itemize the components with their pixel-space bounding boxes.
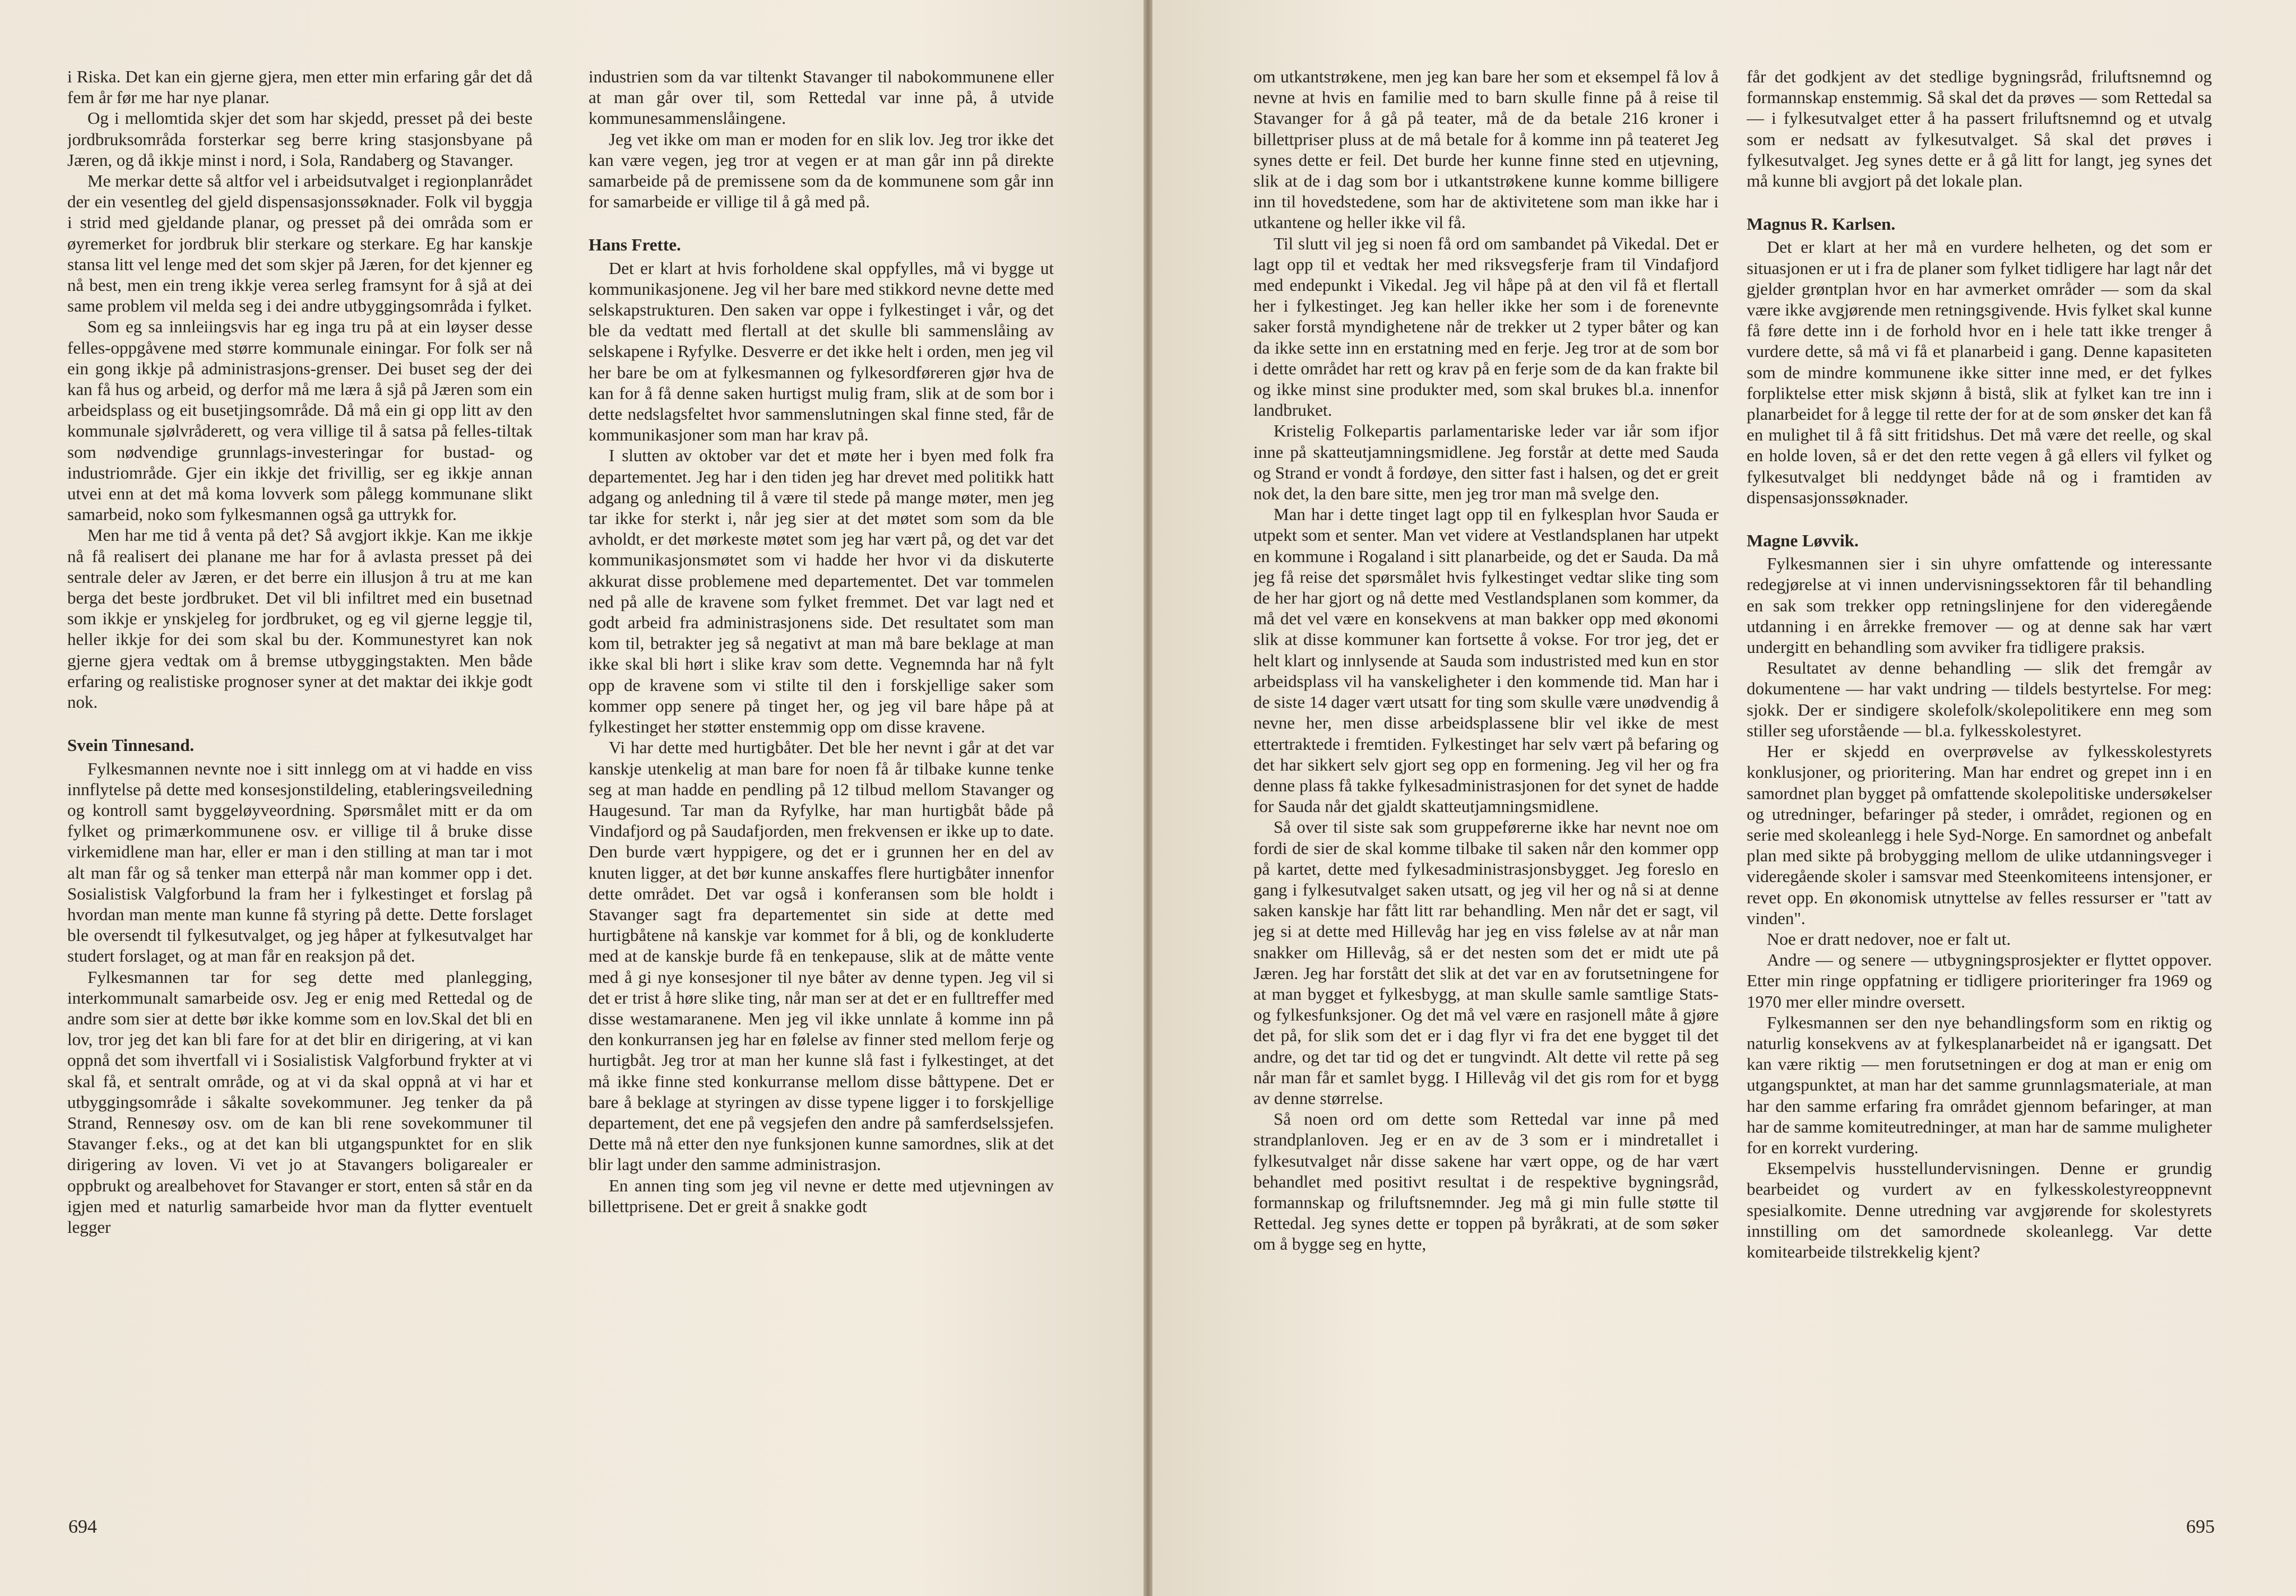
paragraph: Jeg vet ikke om man er moden for en slik lov. Jeg tror ikke det kan være vegen, jeg tror at vegen er at man går inn på direkte samarbeide på de premissene som da de kommunene som går inn for samarbeide er villige til å gå med på.	[589, 129, 1054, 212]
speaker-name: Hans Frette.	[589, 235, 681, 255]
paragraph: Noe er dratt nedover, noe er falt ut.	[1767, 929, 2011, 949]
paragraph: Eksempelvis husstellundervisningen. Denne er grundig bearbeidet og vurdert av en fylkesskolestyreoppnevnt spesialkomite. Denne utredning var avgjørende for skolestyrets innstilling om det samordnede skoleanlegg. Var dette komitearbeide tilstrekkelig kjent?	[1747, 1158, 2212, 1261]
right-page-column-2	[1747, 66, 2212, 1501]
page-number-left: 694	[68, 1516, 97, 1537]
paragraph: Resultatet av denne behandling — slik det fremgår av dokumentene — har vakt undring — tildels bestyrtelse. For meg: sjokk. Der er sindigere skolefolk/skolepolitikere enn meg som stiller seg uforstående — bl.a. fylkesskolestyret.	[1747, 658, 2212, 740]
paragraph: Til slutt vil jeg si noen få ord om sambandet på Vikedal. Det er lagt opp til et vedtak her med riksvegsferje fram til Vindafjord med endepunkt i Vikedal. Jeg vil håpe på at den vil få et flertall her i fylkestinget. Jeg kan heller ikke her som i de forenevnte saker forstå myndighetene når de trekker ut 2 typer båter og kan da ikke sette inn en erstatning med en ferje. Jeg tror at de som bor i dette området har rett og krav på en ferje som de da kan frakte bil og ikke minst sine produkter med, som skal brukes bl.a. innenfor landbruket.	[1253, 233, 1719, 420]
paragraph: Fylkesmannen tar for seg dette med planlegging, interkommunalt samarbeide osv. Jeg er enig med Rettedal og de andre som sier at dette bør ikke komme som en lov.Skal det bli en lov, tror jeg det kan bli fare for at det blir en dirigering, at vi kan oppnå det som ihvertfall vi i Sosialistisk Valgforbund frykter at vi skal få, et sentralt område, og at vi da skal oppnå at vi har et utbyggingsområde i såkalte sovekommuner. Jeg tenker da på Strand, Rennesøy osv. om de kan bli rene sovekommuner til Stavanger f.eks., og at det kan bli utgangspunktet for en slik dirigering av loven. Vi vet jo at Stavangers boligarealer er oppbrukt og arealbehovet for Stavanger er stort, enten så står en da igjen med et naturlig samarbeide hvor man da flytter eventuelt legger	[67, 967, 533, 1237]
paragraph: Så noen ord om dette som Rettedal var inne på med strandplanloven. Jeg er en av de 3 som er i mindretallet i fylkesutvalget når disse sakene har vært oppe, og de har vært behandlet med positivt resultat i de respektive bygningsråd, formannskap og friluftsnemnder. Jeg må gi min fulle støtte til Rettedal. Jeg synes dette er toppen på byråkrati, at de som søker om å bygge seg en hytte,	[1253, 1109, 1719, 1254]
paragraph: Her er skjedd en overprøvelse av fylkesskolestyrets konklusjoner, og prioritering. Man har endret og grepet inn i en samordnet plan bygget på omfattende skolepolitiske undersøkelser og utredninger, befaringer på steder, i området, regionen og en serie med skoleanlegg i hele Syd-Norge. En samordnet og anbefalt plan med sikte på brobygging mellom de ulike utdanningsveger i videregående skoler i samsvar med Steenkomiteens intensjoner, er revet opp. En økonomisk utnyttelse av felles ressurser er "tatt av vinden".	[1747, 741, 2212, 928]
right-page	[1152, 0, 2296, 1596]
paragraph: i Riska. Det kan ein gjerne gjera, men etter min erfaring går det då fem år før me har nye planar.	[67, 67, 533, 108]
paragraph: Det er klart at hvis forholdene skal oppfylles, må vi bygge ut kommunikasjonene. Jeg vil her bare med stikkord nevne dette med selskapstrukturen. Den saken var oppe i fylkestinget i vår, og det ble da vedtatt med flertall at det skulle bli sammenslåing av selskapene i Ryfylke. Desverre er det ikke helt i orden, men jeg vil her bare be om at fylkesmannen og fylkesordføreren gjør hva de kan for å få denne saken hurtigst mulig fram, slik at de som bor i dette nedslagsfeltet hvor sammenslutningen skal finne sted, får de kommunikasjoner som man har krav på.	[589, 258, 1054, 445]
paragraph: I slutten av oktober var det et møte her i byen med folk fra departementet. Jeg har i den tiden jeg har drevet med politikk hatt adgang og anledning til å være til stede på mange møter, men jeg tar ikke for sterkt i, når jeg sier at det møtet som som da ble avholdt, er det mørkeste møtet som jeg har vært på, og det var det kommunikasjonsmøtet som vi hadde her hvor vi da diskuterte akkurat disse problemene med departementet. Det var tommelen ned på alle de kravene som fylket fremmet. Det var lagt ned et godt arbeid fra administrasjonens side. Det resultatet som man kom til, betrakter jeg så negativt at man må bare beklage at man ikke skal bli hørt i slike krav som dette. Vegnemnda har nå fylt opp de kravene som vi stilte til den i forskjellige saker som kommer opp senere på tinget her, og jeg vil bare håpe på at fylkestinget her støtter enstemmig opp om disse kravene.	[589, 446, 1054, 737]
left-page-column-2	[589, 66, 1054, 1501]
paragraph: Som eg sa innleiingsvis har eg inga tru på at ein løyser desse felles-oppgåvene med større kommunale einingar. For folk ser nå ein gong ikkje på administrasjons-grenser. Dei buset seg der dei kan få hus og arbeid, og derfor må me læra å sjå på Jæren som ein arbeidsplass og eit busetjingsområde. Då må ein gi opp litt av den kommunale sjølvråderett, og vera villige til å satsa på felles-tiltak som nødvendige grunnlags-investeringar for bustad- og industriområde. Gjer ein ikkje det frivillig, ser eg ikkje annan utvei enn at det må koma lovverk som pålegg kommunane slikt samarbeid, noko som fylkesmannen også ga uttrykk for.	[67, 317, 533, 525]
paragraph: Så over til siste sak som gruppeførerne ikke har nevnt noe om fordi de sier de skal komme tilbake til saken når den kommer opp på kartet, dette med fylkesadministrasjonsbygget. Jeg foreslo en gang i fylkesutvalget saken utsatt, og jeg vil her og nå si at denne saken kanskje har fått litt rar behandling. Men når det er sagt, vil jeg si at dette med Hillevåg har jeg en viss følelse av at når man snakker om Hillevåg, så er det nesten som det er midt ute på Jæren. Jeg har forstått det slik at det var en av forutsetningene for at man bygget et fylkesbygg, at man skulle samle samtlige Stats- og fylkesfunksjoner. Og det må vel være en rasjonell måte å gjøre det på, for slik som det er i dag flyr vi fra det ene bygget til det andre, og det tar tid og det er tungvindt. Alt dette vil rette på seg når man får et samlet bygg. I Hillevåg vil det gis rom for et bygg av denne størrelse.	[1253, 817, 1719, 1108]
paragraph: Andre — og senere — utbygningsprosjekter er flyttet oppover. Etter min ringe oppfatning er tidligere prioriteringer fra 1969 og 1970 mer eller mindre oversett.	[1747, 950, 2212, 1012]
left-page	[0, 0, 1144, 1596]
paragraph: industrien som da var tiltenkt Stavanger til nabokommunene eller at man går over til, som Rettedal var inne på, å utvide kommunesammenslåingene.	[589, 67, 1054, 128]
paragraph: Fylkesmannen nevnte noe i sitt innlegg om at vi hadde en viss innflytelse på dette med konsesjonstildeling, etableringsveiledning og kontroll samt byggeløyveordning. Spørsmålet mitt er da om fylket og primærkommunene osv. er villige til å bruke disse virkemidlene man har, eller er man i den stilling at man tar i mot alt man får og så tenker man etterpå når man kommer opp i det. Sosialistisk Valgforbund la fram her i fylkestinget et forslag på hvordan man mente man kunne få styring på dette. Dette forslaget ble oversendt til fylkesutvalget, og jeg håper at fylkesutvalget har studert forslaget, og at man får en reaksjon på det.	[67, 758, 533, 966]
speaker-name: Svein Tinnesand.	[67, 735, 195, 755]
paragraph: Fylkesmannen sier i sin uhyre omfattende og interessante redegjørelse at vi innen undervisningssektoren får til behandling en sak som trekker opp retningslinjene for den videregående utdanning i en årrekke fremover — og at denne sak har vært undergitt en behandling som avviker fra tidligere praksis.	[1747, 554, 2212, 657]
page-number-right: 695	[2186, 1516, 2215, 1537]
paragraph: Det er klart at her må en vurdere helheten, og det som er situasjonen er ut i fra de planer som fylket tidligere har lagt når det gjelder grøntplan hvor en har avmerket områder — som da skal være ikke avgjørende men retningsgivende. Hvis fylket skal kunne få føre dette inn i de forhold hvor en i hele tatt ikke trenger å vurdere dette, så må vi få et planarbeid i gang. Denne kapasiteten som de mindre kommunene ikke sitter inne med, er det fylkes forpliktelse etter misk skjønn å bistå, slik at fylket kan tre inn i planarbeidet for å legge til rette der for at de som ønsker det kan få en mulighet til å få sitt fritidshus. Det må være det reelle, og skal en holde loven, så er det den rette vegen å gå ellers vil fylket og fylkesutvalget bli neddynget både nå og i framtiden av dispensasjonssøknader.	[1747, 237, 2212, 507]
left-page-column-1	[67, 66, 533, 1501]
right-page-column-1	[1253, 66, 1719, 1501]
paragraph: Men har me tid å venta på det? Så avgjort ikkje. Kan me ikkje nå få realisert dei planane me har for å avlasta presset på dei sentrale deler av Jæren, er det berre ein illusjon å tru at me kan berga det beste jordbruket. Det vil bli infiltret med ein busetnad som ikkje er ynskjeleg for jordbruket, og eg vil gjerne leggje til, heller ikkje for dei som skal bu der. Kommunestyret kan nok gjerne gjera vedtak om å bremse utbyggingstakten. Men både erfaring og realistiske prognoser syner at det maktar dei ikkje godt nok.	[67, 525, 533, 712]
paragraph: En annen ting som jeg vil nevne er dette med utjevningen av billettprisene. Det er greit å snakke godt	[589, 1175, 1054, 1216]
paragraph: Og i mellomtida skjer det som har skjedd, presset på dei beste jordbruksområda forsterkar seg berre kring stasjonsbyane på Jæren, og då ikkje minst i nord, i Sola, Randaberg og Stavanger.	[67, 108, 533, 170]
paragraph: Vi har dette med hurtigbåter. Det ble her nevnt i går at det var kanskje utenkelig at man bare for noen få år tilbake kunne tenke seg at man hadde en pendling på 12 tilbud mellom Stavanger og Haugesund. Tar man da Ryfylke, har man hurtigbåt både på Vindafjord og på Saudafjorden, men frekvensen er ikke up to date. Den burde vært hyppigere, og det er i grunnen her en del av knuten ligger, at det bør kunne anskaffes flere hurtigbåter innenfor dette området. Det var også i konferansen som ble holdt i Stavanger sagt fra departementet sin side at dette med hurtigbåtene nå kanskje var kommet for å bli, og de konkluderte med at de kanskje burde få en tenkepause, slik at de måtte vente med å gi nye konsesjoner til nye båter av denne typen. Jeg vil si det er trist å høre slike ting, når man ser at det er en fulltreffer med disse westamaranene. Men jeg vil ikke unnlate å komme inn på den konkurransen jeg har en følelse av finner sted mellom ferje og hurtigbåt. Jeg tror at man her kunne slå fast i fylkestinget, at det må ikke finne sted konkurranse mellom disse båttypene. Det er bare å beklage at styringen av disse typene ligger i to forskjellige departement, det ene på vegsjefen den andre på samferdselssjefen. Dette må nå etter den nye funksjonen kunne samordnes, slik at det blir lagt under den samme administrasjon.	[589, 737, 1054, 1175]
paragraph: får det godkjent av det stedlige bygningsråd, friluftsnemnd og formannskap enstemmig. Så skal det da prøves — som Rettedal sa — i fylkesutvalget etter å ha passert friluftsnemnd og et utvalg som er nedsatt av fylkesutvalget. Så skal det prøves i fylkesutvalget. Jeg synes dette er å gå litt for langt, jeg synes det må kunne bli avgjort på det lokale plan.	[1747, 67, 2212, 191]
paragraph: Fylkesmannen ser den nye behandlingsform som en riktig og naturlig konsekvens av at fylkesplanarbeidet nå er igangsatt. Det kan være riktig — men forutsetningen er dog at man er enig om utgangspunktet, at man har det samme grunnlagsmateriale, at man har den samme erfaring fra området gjennom befaringer, at man har de samme komiteutredninger, at man har de samme muligheter for en korrekt vurdering.	[1747, 1012, 2212, 1157]
paragraph: Kristelig Folkepartis parlamentariske leder var iår som ifjor inne på skatteutjamningsmidlene. Jeg forstår at dette med Sauda og Strand er vondt å fordøye, den sitter fast i halsen, og det er greit nok det, la den bare sitte, men jeg tror man må svelge den.	[1253, 421, 1719, 504]
book-spine	[1144, 0, 1152, 1596]
paragraph: om utkantstrøkene, men jeg kan bare her som et eksempel få lov å nevne at hvis en familie med to barn skulle finne på å reise til Stavanger for å gå på teater, må de da betale 216 kroner i billettpriser pluss at de må betale for å komme inn på teateret Jeg synes dette er feil. Det burde her kunne finne sted en utjevning, slik at de i dag som bor i utkantstrøkene kunne komme billigere inn til hovedstedene, som har de aktivitetene som man ikke har i utkantene og heller ikke vil få.	[1253, 67, 1719, 233]
paragraph: Man har i dette tinget lagt opp til en fylkesplan hvor Sauda er utpekt som et senter. Man vet videre at Vestlandsplanen har utpekt en kommune i Rogaland i sitt planarbeide, og det er Sauda. Da må jeg få reise det spørsmålet hvis fylkestinget vedtar slike ting som de her har gjort og nå dette med Vestlandsplanen som kommer, da må det vel være en konsekvens at man bakker opp med økonomi slik at disse kommuner kan fortsette å vokse. For tror jeg, det er helt klart og innlysende at Sauda som industristed med kun en stor arbeidsplass vil ha vanskeligheter i den kommende tid. Man har i de siste 14 dager vært utsatt for ting som skulle være unødvendig å nevne her, men disse arbeidsplassene blir vel ikke de mest ettertraktede i fremtiden. Fylkestinget har selv vært på befaring og det har sikkert selv gjort seg opp en formening. Jeg vil her og fra denne plass få takke fylkesadministrasjonen for det synet de hadde for Sauda når det gjaldt skatteutjamningsmidlene.	[1253, 504, 1719, 816]
speaker-name: Magne Løvvik.	[1747, 531, 1859, 551]
speaker-name: Magnus R. Karlsen.	[1747, 214, 1896, 234]
paragraph: Me merkar dette så altfor vel i arbeidsutvalget i regionplanrådet der ein vesentleg del gjeld dispensasjonssøknader. Folk vil byggja i strid med gjeldande planar, og presset på dei områda som er øyremerket for jordbruk blir sterkare og sterkare. Eg har kanskje stansa litt vel lenge med det som skjer på Jæren, for det kjenner eg nå best, men ein treng ikkje verea serleg framsynt for å sjå at dei same problem vil melda seg i dei andre utbyggingsområda i fylket.	[67, 171, 533, 316]
